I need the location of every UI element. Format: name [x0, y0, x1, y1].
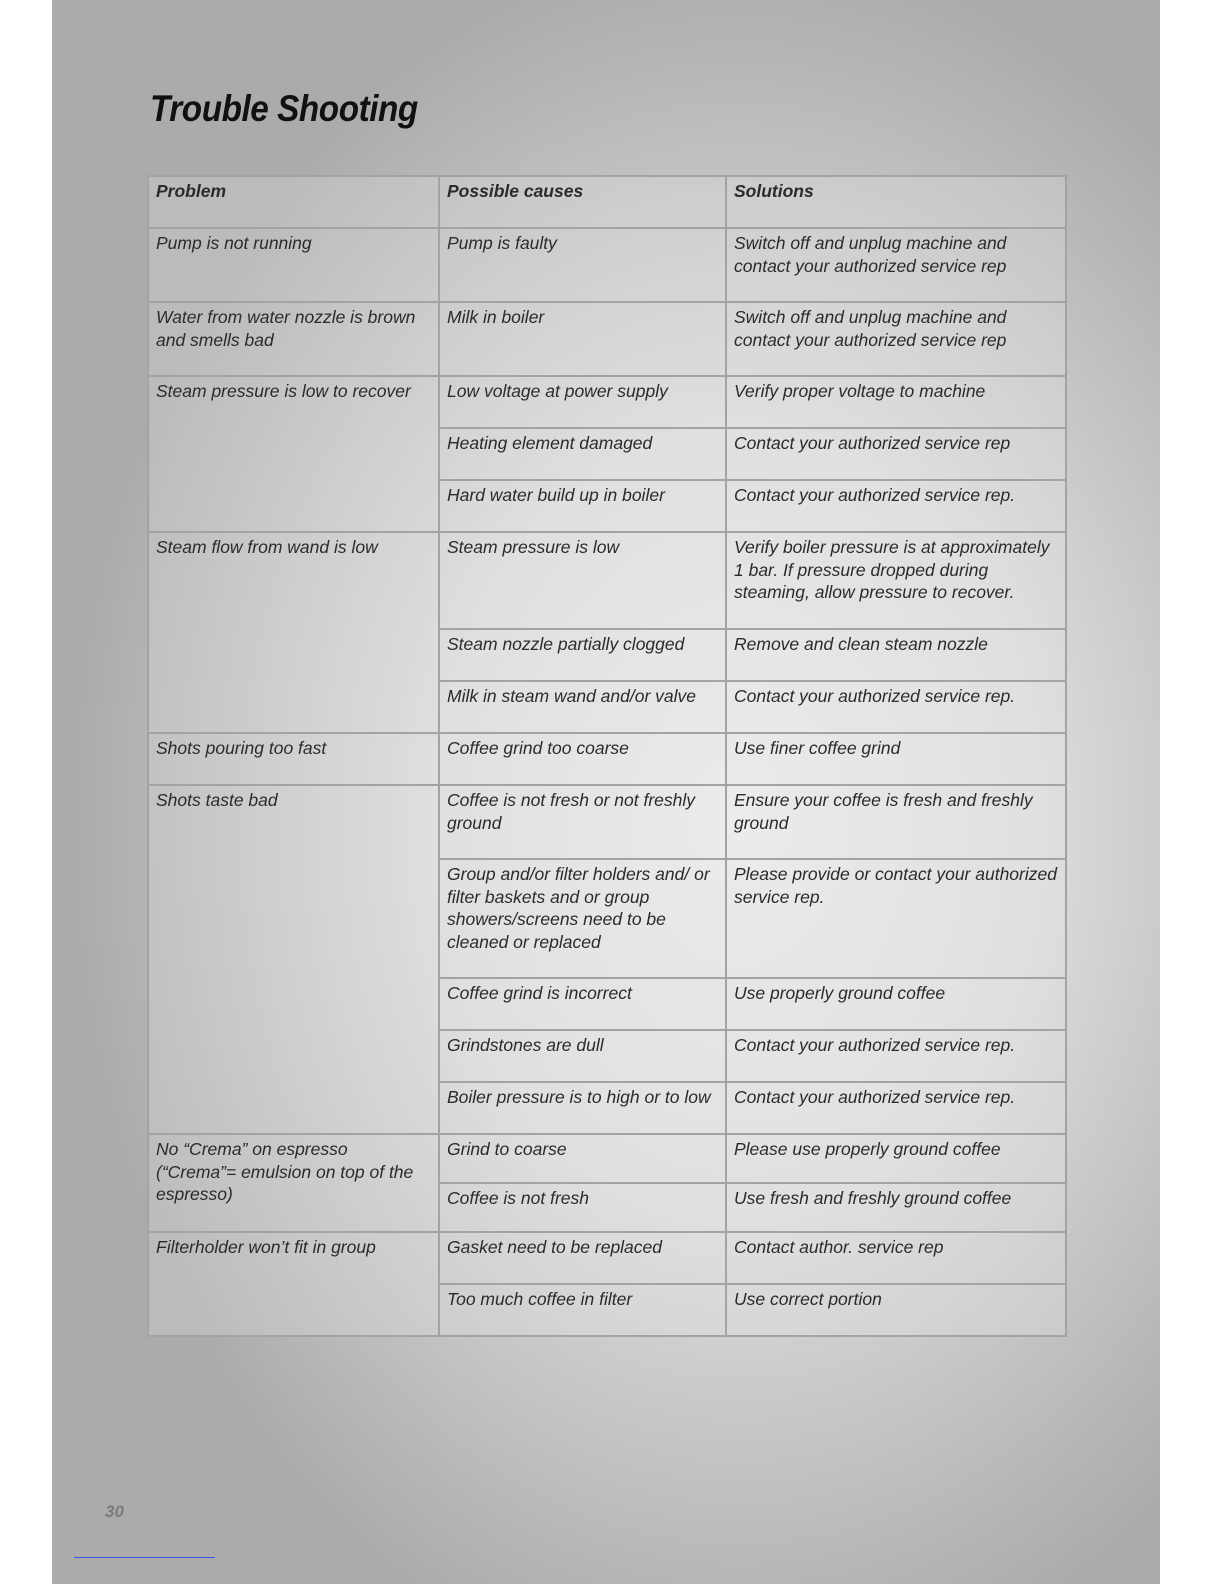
solution-cell: Use correct portion: [726, 1284, 1066, 1336]
problem-cell: Filterholder won’t fit in group: [148, 1232, 439, 1336]
solution-cell: Contact author. service rep: [726, 1232, 1066, 1284]
problem-cell: Pump is not running: [148, 228, 439, 302]
manual-page: [52, 0, 1160, 1584]
page-number: 30: [105, 1502, 124, 1521]
cause-cell: Heating element damaged: [439, 428, 726, 480]
table-row: [148, 785, 1066, 859]
cause-cell: Steam pressure is low: [439, 532, 726, 629]
table-row: [148, 1134, 1066, 1183]
problem-cell: Water from water nozzle is brown and smells bad: [148, 302, 439, 376]
cause-cell: Coffee is not fresh or not freshly ground: [439, 785, 726, 859]
header-possible-causes: Possible causes: [439, 176, 726, 228]
cause-cell: Low voltage at power supply: [439, 376, 726, 428]
cause-cell: Milk in boiler: [439, 302, 726, 376]
solution-cell: Contact your authorized service rep: [726, 428, 1066, 480]
solution-cell: Contact your authorized service rep.: [726, 681, 1066, 733]
table-row: [148, 376, 1066, 428]
cause-cell: Coffee grind is incorrect: [439, 978, 726, 1030]
table-row: [148, 302, 1066, 376]
table-header-row: [148, 176, 1066, 228]
header-problem: Problem: [148, 176, 439, 228]
table-row: [148, 532, 1066, 629]
problem-cell: Shots pouring too fast: [148, 733, 439, 785]
troubleshooting-table: [147, 175, 1067, 1337]
solution-cell: Remove and clean steam nozzle: [726, 629, 1066, 681]
cause-cell: Steam nozzle partially clogged: [439, 629, 726, 681]
cause-cell: Group and/or filter holders and/ or filter baskets and or group showers/screens need to be cleaned or replaced: [439, 859, 726, 978]
solution-cell: Contact your authorized service rep.: [726, 480, 1066, 532]
problem-cell: Steam flow from wand is low: [148, 532, 439, 733]
solution-cell: Use finer coffee grind: [726, 733, 1066, 785]
page-title: Trouble Shooting: [150, 88, 418, 129]
cause-cell: Milk in steam wand and/or valve: [439, 681, 726, 733]
footer-rule: [74, 1557, 215, 1558]
solution-cell: Contact your authorized service rep.: [726, 1030, 1066, 1082]
solution-cell: Contact your authorized service rep.: [726, 1082, 1066, 1134]
solution-cell: Use properly ground coffee: [726, 978, 1066, 1030]
solution-cell: Switch off and unplug machine and contact your authorized service rep: [726, 228, 1066, 302]
problem-cell: Shots taste bad: [148, 785, 439, 1134]
problem-cell: No “Crema” on espresso (“Crema”= emulsion on top of the espresso): [148, 1134, 439, 1232]
cause-cell: Grind to coarse: [439, 1134, 726, 1183]
problem-cell: Steam pressure is low to recover: [148, 376, 439, 532]
solution-cell: Verify proper voltage to machine: [726, 376, 1066, 428]
cause-cell: Pump is faulty: [439, 228, 726, 302]
solution-cell: Use fresh and freshly ground coffee: [726, 1183, 1066, 1232]
cause-cell: Coffee grind too coarse: [439, 733, 726, 785]
solution-cell: Switch off and unplug machine and contact your authorized service rep: [726, 302, 1066, 376]
cause-cell: Coffee is not fresh: [439, 1183, 726, 1232]
table-row: [148, 1232, 1066, 1284]
cause-cell: Boiler pressure is to high or to low: [439, 1082, 726, 1134]
cause-cell: Gasket need to be replaced: [439, 1232, 726, 1284]
table-row: [148, 733, 1066, 785]
cause-cell: Too much coffee in filter: [439, 1284, 726, 1336]
table-row: [148, 228, 1066, 302]
solution-cell: Please use properly ground coffee: [726, 1134, 1066, 1183]
solution-cell: Ensure your coffee is fresh and freshly ground: [726, 785, 1066, 859]
header-solutions: Solutions: [726, 176, 1066, 228]
cause-cell: Grindstones are dull: [439, 1030, 726, 1082]
solution-cell: Please provide or contact your authorized service rep.: [726, 859, 1066, 978]
solution-cell: Verify boiler pressure is at approximately 1 bar. If pressure dropped during steaming, allow pressure to recover.: [726, 532, 1066, 629]
cause-cell: Hard water build up in boiler: [439, 480, 726, 532]
